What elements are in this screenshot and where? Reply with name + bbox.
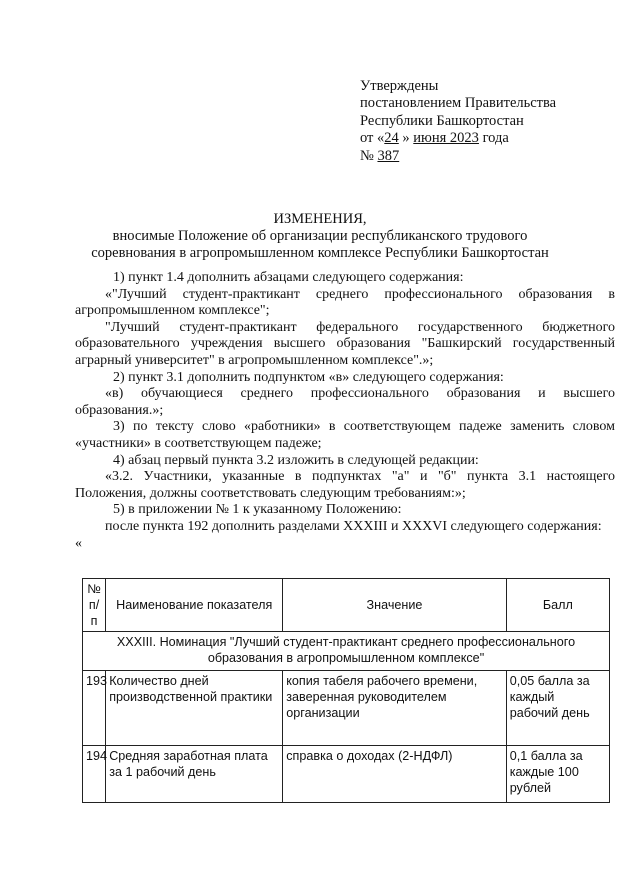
row-score: 0,1 балла за каждые 100 рублей [506, 746, 609, 803]
row-score: 0,05 балла за каждый рабочий день [506, 671, 609, 746]
date-month-year: июня 2023 [413, 130, 479, 147]
approval-line: Республики Башкортостан [360, 112, 524, 129]
column-header-indicator: Наименование показателя [106, 579, 283, 632]
paragraph: после пункта 192 дополнить разделами XXXIII и XXXVI следующего содержания: [105, 518, 602, 534]
date-prefix: от « [360, 130, 385, 147]
paragraph: 2) пункт 3.1 дополнить подпунктом «в» следующего содержания: [113, 369, 504, 385]
paragraph: «"Лучший студент-практикант среднего профессионального образования в агропромышленном комплексе"; [75, 286, 615, 319]
paragraph: «3.2. Участники, указанные в подпунктах "а" и "б" пункта 3.1 настоящего Положения, должны соответствовать следующим требованиям:»; [75, 469, 615, 501]
document-body [75, 270, 615, 552]
table-row [83, 746, 610, 803]
number-value: 387 [377, 147, 400, 164]
approval-line: постановлением Правительства [360, 95, 557, 112]
row-value: копия табеля рабочего времени, заверенная руководителем организации [283, 671, 506, 746]
opening-quote: « [75, 535, 82, 551]
row-indicator: Средняя заработная плата за 1 рабочий день [106, 746, 283, 803]
column-header-value: Значение [283, 579, 506, 632]
row-indicator: Количество дней производственной практики [106, 671, 283, 746]
column-header-number: № п/п [83, 579, 106, 632]
paragraph: 1) пункт 1.4 дополнить абзацами следующего содержания: [113, 270, 464, 285]
table-row [83, 671, 610, 746]
date-day: 24 [384, 130, 399, 147]
paragraph: 5) в приложении № 1 к указанному Положению: [113, 502, 402, 518]
row-number: 194 [83, 746, 106, 803]
date-mid: » [398, 130, 414, 147]
approval-line: Утверждены [360, 78, 439, 94]
document-heading: ИЗМЕНЕНИЯ, [273, 211, 367, 227]
approval-block [360, 78, 630, 165]
column-header-score: Балл [506, 579, 609, 632]
paragraph: «в) обучающиеся среднего профессионального образования и высшего образования.»; [75, 386, 615, 418]
date-suffix: года [478, 130, 509, 147]
document-subtitle-line: вносимые Положение об организации республиканского трудового [112, 228, 528, 244]
paragraph: 4) абзац первый пункта 3.2 изложить в следующей редакции: [113, 452, 479, 468]
document-subtitle-line: соревнования в агропромышленном комплексе Республики Башкортостан [91, 245, 549, 261]
row-number: 193 [83, 671, 106, 746]
approval-number [360, 148, 630, 165]
paragraph: "Лучший студент-практикант федерального государственного бюджетного образовательного учреждения высшего образования "Башкирский государственный аграрный университет" в агропромышленном комплексе".»; [75, 319, 615, 368]
approval-date [360, 130, 630, 147]
paragraph: 3) по тексту слово «работники» в соответствующем падеже заменить словом «участники» в соответствующем падеже; [75, 419, 615, 451]
indicators-table [82, 578, 610, 803]
table-section-row [83, 632, 610, 671]
table-header-row [83, 579, 610, 632]
number-prefix: № [360, 147, 378, 164]
section-title: XXXIII. Номинация "Лучший студент-практикант среднего профессионального образования в агропромышленном комплексе" [83, 632, 610, 671]
row-value: справка о доходах (2-НДФЛ) [283, 746, 506, 803]
